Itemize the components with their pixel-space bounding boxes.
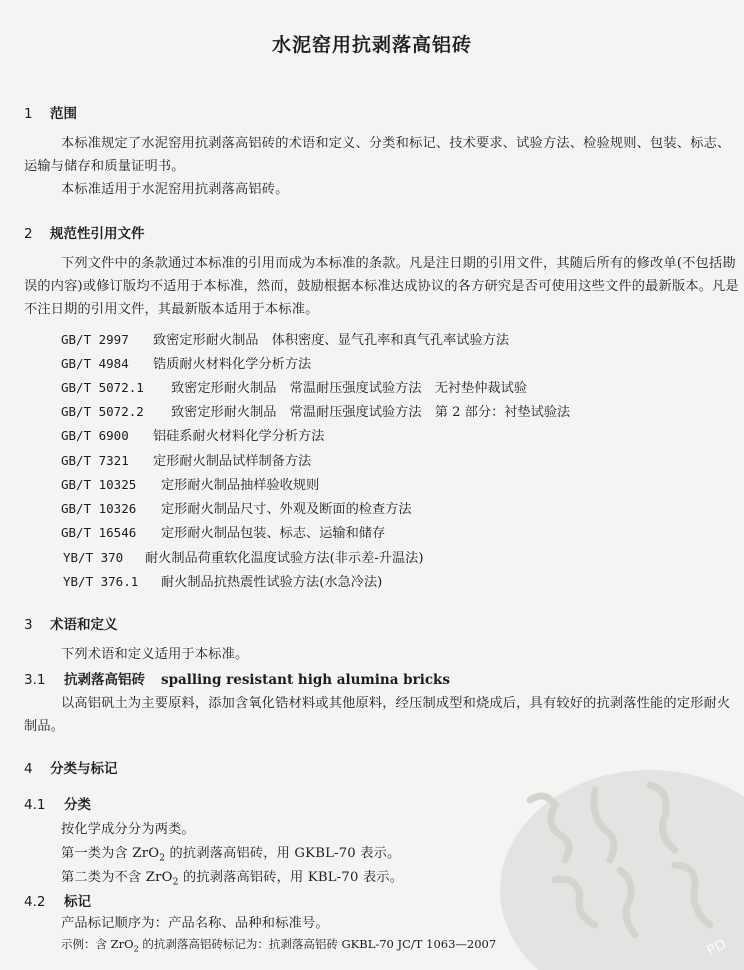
document-title: 水泥窑用抗剥落高铝砖	[271, 34, 472, 56]
reference-title: 定形耐火制品抽样验收规则	[161, 478, 320, 493]
reference-code: GB/T 4984	[61, 356, 129, 371]
reference-title: 致密定形耐火制品 常温耐压强度试验方法 无衬垫仲裁试验	[171, 381, 528, 396]
section-title: 范围	[50, 106, 77, 122]
reference-title: 致密定形耐火制品 常温耐压强度试验方法 第 2 部分：衬垫试验法	[171, 405, 571, 420]
reference-code: GB/T 7321	[61, 453, 129, 468]
reference-code: YB/T 370	[63, 550, 124, 565]
section-title: 分类与标记	[50, 761, 118, 777]
seal-watermark-icon	[500, 760, 744, 970]
reference-item	[61, 498, 412, 517]
reference-item	[61, 353, 311, 372]
reference-title: 定形耐火制品试样制备方法	[153, 454, 312, 469]
reference-item	[61, 522, 385, 541]
classification-line-1: 按化学成分分为两类。	[61, 822, 195, 837]
reference-code: GB/T 10325	[61, 477, 137, 492]
section-title: 规范性引用文件	[50, 226, 145, 242]
reference-title: 定形耐火制品尺寸、外观及断面的检查方法	[161, 502, 412, 517]
section-4-2-heading	[24, 890, 91, 910]
reference-code: GB/T 5072.2	[61, 404, 144, 419]
section-1-heading	[24, 102, 77, 122]
reference-item	[61, 474, 319, 493]
section-2-paragraph: 下列文件中的条款通过本标准的引用而成为本标准的条款。凡是注日期的引用文件，其随后所有的修改单(不包括勘误的内容)或修订版均不适用于本标准，然而，鼓励根据本标准达成协议的各方研究是否可使用这些文件的最新版本。凡是不注日期的引用文件，其最新版本适用于本标准。	[24, 256, 739, 317]
marking-example: 示例：含 ZrO$_2$ 的抗剥落高铝砖标记为：抗剥落高铝砖 GKBL-70 JC/T 1063—2007	[61, 937, 497, 954]
section-1-paragraph-1: 本标准规定了水泥窑用抗剥落高铝砖的术语和定义、分类和标记、技术要求、试验方法、检验规则、包装、标志、运输与储存和质量证明书。	[24, 136, 731, 174]
reference-code: GB/T 6900	[61, 428, 129, 443]
section-number: 2	[24, 226, 33, 242]
term-chinese: 抗剥落高铝砖	[64, 672, 145, 688]
reference-item	[61, 377, 527, 396]
section-title: 分类	[64, 797, 91, 813]
reference-title: 定形耐火制品包装、标志、运输和储存	[161, 526, 386, 541]
reference-item	[61, 425, 324, 444]
section-number: 3.1	[24, 672, 46, 688]
section-number: 1	[24, 106, 33, 122]
reference-item	[61, 401, 570, 420]
section-number: 3	[24, 617, 33, 633]
term-english: spalling resistant high alumina bricks	[161, 672, 451, 688]
classification-line-2: 第一类为含 ZrO$_2$ 的抗剥落高铝砖，用 GKBL-70 表示。	[61, 846, 401, 864]
term-definition: 以高铝矾土为主要原料，添加含氧化锆材料或其他原料，经压制成型和烧成后，具有较好的抗剥落性能的定形耐火制品。	[24, 696, 731, 734]
section-4-heading	[24, 757, 118, 777]
reference-item	[61, 571, 382, 590]
section-number: 4.1	[24, 797, 46, 813]
section-title: 术语和定义	[50, 617, 118, 633]
section-2-heading	[24, 222, 145, 242]
reference-item	[61, 547, 424, 566]
section-3-heading	[24, 613, 118, 633]
section-number: 4.2	[24, 894, 46, 910]
section-1-paragraph-2: 本标准适用于水泥窑用抗剥落高铝砖。	[61, 182, 289, 197]
reference-title: 铝硅系耐火材料化学分析方法	[153, 429, 325, 444]
reference-item	[61, 450, 311, 469]
reference-title: 耐火制品抗热震性试验方法(水急冷法)	[161, 575, 383, 590]
reference-code: GB/T 16546	[61, 525, 137, 540]
section-title: 标记	[64, 894, 91, 910]
section-number: 4	[24, 761, 33, 777]
reference-code: GB/T 10326	[61, 501, 137, 516]
marking-line: 产品标记顺序为：产品名称、品种和标准号。	[61, 916, 329, 931]
watermark-text: PD	[704, 936, 729, 960]
reference-item	[61, 329, 509, 348]
reference-code: GB/T 5072.1	[61, 380, 144, 395]
section-4-1-heading	[24, 793, 91, 813]
reference-code: GB/T 2997	[61, 332, 129, 347]
reference-title: 耐火制品荷重软化温度试验方法(非示差-升温法)	[145, 551, 424, 566]
section-3-paragraph: 下列术语和定义适用于本标准。	[61, 647, 249, 662]
classification-line-3: 第二类为不含 ZrO$_2$ 的抗剥落高铝砖，用 KBL-70 表示。	[61, 870, 404, 888]
reference-title: 锆质耐火材料化学分析方法	[153, 357, 312, 372]
section-3-1-heading	[24, 668, 450, 688]
reference-title: 致密定形耐火制品 体积密度、显气孔率和真气孔率试验方法	[153, 333, 510, 348]
reference-code: YB/T 376.1	[63, 574, 139, 589]
